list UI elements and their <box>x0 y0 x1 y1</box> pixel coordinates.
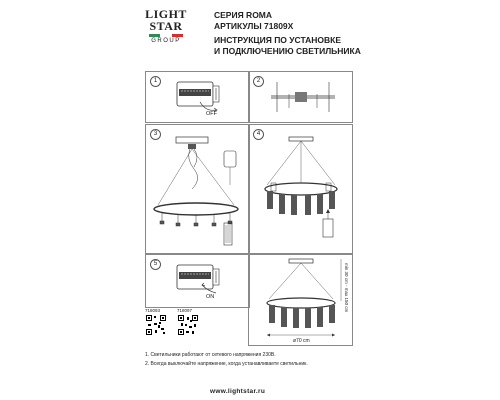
breaker-on-illustration <box>146 255 249 307</box>
qr-code-icon <box>145 314 167 336</box>
off-label: OFF <box>206 111 217 117</box>
qr-codes <box>145 308 201 341</box>
note-1: 1. Светильники работают от сетевого напряжения 230В. <box>145 352 276 358</box>
on-label: ON <box>206 294 215 300</box>
series-name: СЕРИЯ ROMA <box>214 10 273 20</box>
qr-code-label: 718097 <box>177 308 193 313</box>
height-label: min 30 cm - max 150 cm <box>344 263 349 313</box>
step-5-panel <box>145 254 250 308</box>
article-numbers: АРТИКУЛЫ 71809X <box>214 21 294 31</box>
title-line2: И ПОДКЛЮЧЕНИЮ СВЕТИЛЬНИКА <box>214 46 361 56</box>
step-3-panel <box>145 124 250 254</box>
step-3-number: 3 <box>150 129 161 140</box>
brand-line1: LIGHT <box>145 7 187 21</box>
step-2-panel <box>248 71 353 123</box>
qr-code-icon <box>177 314 199 336</box>
brand-line2: STAR <box>149 19 183 33</box>
mounting-bar-illustration <box>249 72 352 122</box>
series-block <box>214 10 293 32</box>
step-1-number: 1 <box>150 76 161 87</box>
qr-item[interactable] <box>177 308 201 341</box>
dimensions-illustration <box>249 255 352 345</box>
step-2-number: 2 <box>253 76 264 87</box>
qr-item[interactable] <box>145 308 169 341</box>
title-line1: ИНСТРУКЦИЯ ПО УСТАНОВКЕ <box>214 35 342 45</box>
safety-notes <box>145 351 308 369</box>
breaker-off-illustration <box>146 72 249 122</box>
website-link[interactable]: www.lightstar.ru <box>210 388 266 395</box>
note-2: 2. Всегда выключайте напряжение, когда устанавливаете светильник. <box>145 361 308 367</box>
assembled-chandelier-illustration <box>249 125 352 253</box>
diameter-label: ø70 cm <box>293 338 310 344</box>
qr-code-label: 718093 <box>145 308 161 313</box>
step-5-number: 5 <box>150 259 161 270</box>
brand-logo <box>144 8 188 44</box>
dimensions-panel <box>248 254 353 346</box>
step-1-panel <box>145 71 250 123</box>
brand-line3: GROUP <box>151 38 181 44</box>
instruction-title <box>214 35 361 57</box>
wiring-illustration <box>146 125 249 253</box>
flag-stripe <box>149 34 183 37</box>
step-4-number: 4 <box>253 129 264 140</box>
step-4-panel <box>248 124 353 254</box>
